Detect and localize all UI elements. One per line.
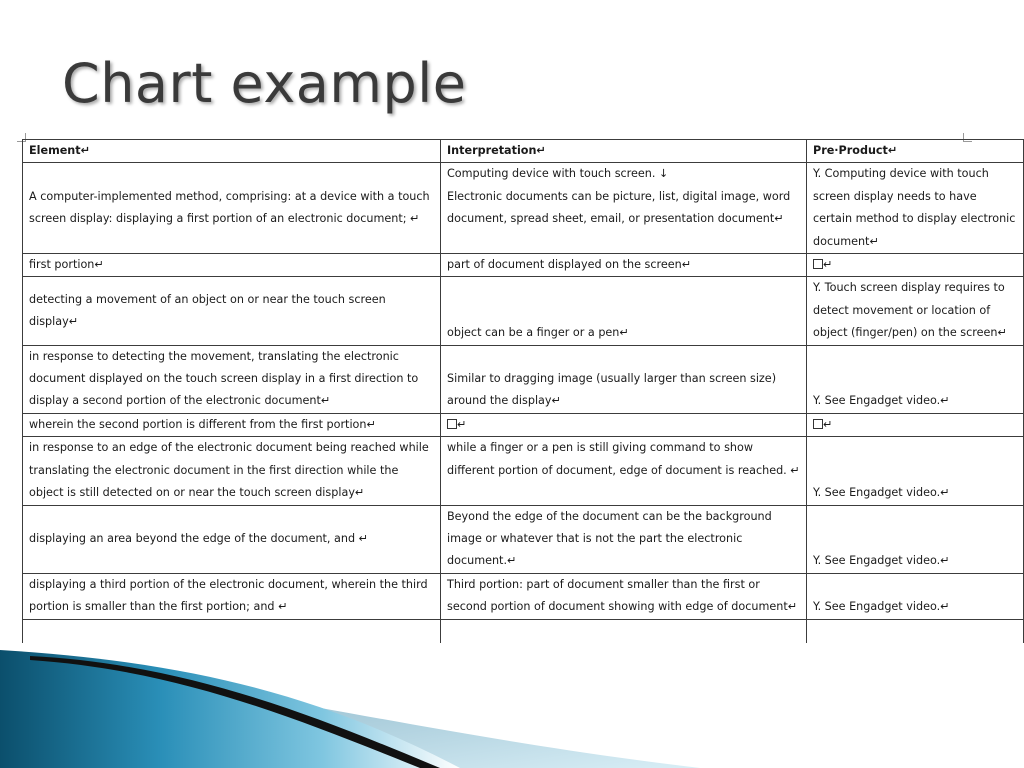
empty-box-icon <box>813 419 823 429</box>
pre-product-cell: Y. See Engadget video.↵ <box>807 437 1024 505</box>
interpretation-cell <box>441 505 807 573</box>
interpretation-cell <box>441 573 807 619</box>
interpretation-line: object can be a finger or a pen↵ <box>447 326 629 340</box>
table-row <box>23 573 1024 619</box>
pre-product-mark: ↵ <box>823 417 833 431</box>
interpretation-cell <box>441 345 807 413</box>
element-cell: in response to detecting the movement, translating the electronic document displayed on the touch screen display in a first direction to display a second portion of the electronic document↵ <box>23 345 441 413</box>
interpretation-cell <box>441 254 807 277</box>
table-header-row <box>23 140 1024 163</box>
pre-product-cell: Y. Computing device with touch screen display needs to have certain method to display electronic document↵ <box>807 163 1024 254</box>
empty-box-icon <box>447 419 457 429</box>
empty-box-icon <box>813 259 823 269</box>
interpretation-line: Computing device with touch screen. ↓ <box>447 167 669 181</box>
interpretation-cell <box>441 437 807 505</box>
pre-product-cell: Y. Touch screen display requires to detect movement or location of object (finger/pen) on the screen↵ <box>807 277 1024 345</box>
table-row <box>23 277 1024 345</box>
pre-product-cell: Y. See Engadget video.↵ <box>807 345 1024 413</box>
interpretation-line: Electronic documents can be picture, list, digital image, word document, spread sheet, email, or presentation document↵ <box>447 189 791 226</box>
header-pre-product: Pre·Product↵ <box>807 140 1024 163</box>
table-row <box>23 254 1024 277</box>
table-row <box>23 437 1024 505</box>
header-interpretation: Interpretation↵ <box>441 140 807 163</box>
element-cell: displaying a third portion of the electronic document, wherein the third portion is smaller than the first portion; and ↵ <box>23 573 441 619</box>
interpretation-line: Similar to dragging image (usually larger than screen size) around the display↵ <box>447 372 777 408</box>
interpretation-cell <box>441 163 807 254</box>
element-cell: wherein the second portion is different from the first portion↵ <box>23 413 441 436</box>
claim-chart-table <box>22 139 1024 643</box>
table-row <box>23 413 1024 436</box>
document-table-image <box>17 133 1024 643</box>
pre-product-mark: ↵ <box>823 258 833 272</box>
table-row <box>23 163 1024 254</box>
interpretation-line: Third portion: part of document smaller than the first or second portion of document showing with edge of document↵ <box>447 577 798 614</box>
interpretation-cell <box>441 277 807 345</box>
interpretation-line: Beyond the edge of the document can be the background image or whatever that is not the part the electronic document.↵ <box>447 509 772 568</box>
slide-title: Chart example <box>62 52 467 115</box>
element-cell: first portion↵ <box>23 254 441 277</box>
pre-product-cell <box>807 413 1024 436</box>
pre-product-cell <box>807 254 1024 277</box>
interpretation-cell <box>441 413 807 436</box>
element-cell: detecting a movement of an object on or near the touch screen display↵ <box>23 277 441 345</box>
pre-product-cell: Y. See Engadget video.↵ <box>807 573 1024 619</box>
table-row <box>23 505 1024 573</box>
element-cell: A computer-implemented method, comprising: at a device with a touch screen display: displaying a first portion of an electronic document; ↵ <box>23 163 441 254</box>
table-row <box>23 345 1024 413</box>
interpretation-line: while a finger or a pen is still giving command to show different portion of document, edge of document is reached. ↵ <box>447 441 800 477</box>
element-cell: displaying an area beyond the edge of the document, and ↵ <box>23 505 441 573</box>
decorative-wave <box>0 640 1024 768</box>
header-element: Element↵ <box>23 140 441 163</box>
interpretation-line: ↵ <box>457 417 467 431</box>
element-cell: in response to an edge of the electronic document being reached while translating the electronic document in the first direction while the object is still detected on or near the touch screen display↵ <box>23 437 441 505</box>
pre-product-cell: Y. See Engadget video.↵ <box>807 505 1024 573</box>
interpretation-line: part of document displayed on the screen↵ <box>447 258 692 272</box>
